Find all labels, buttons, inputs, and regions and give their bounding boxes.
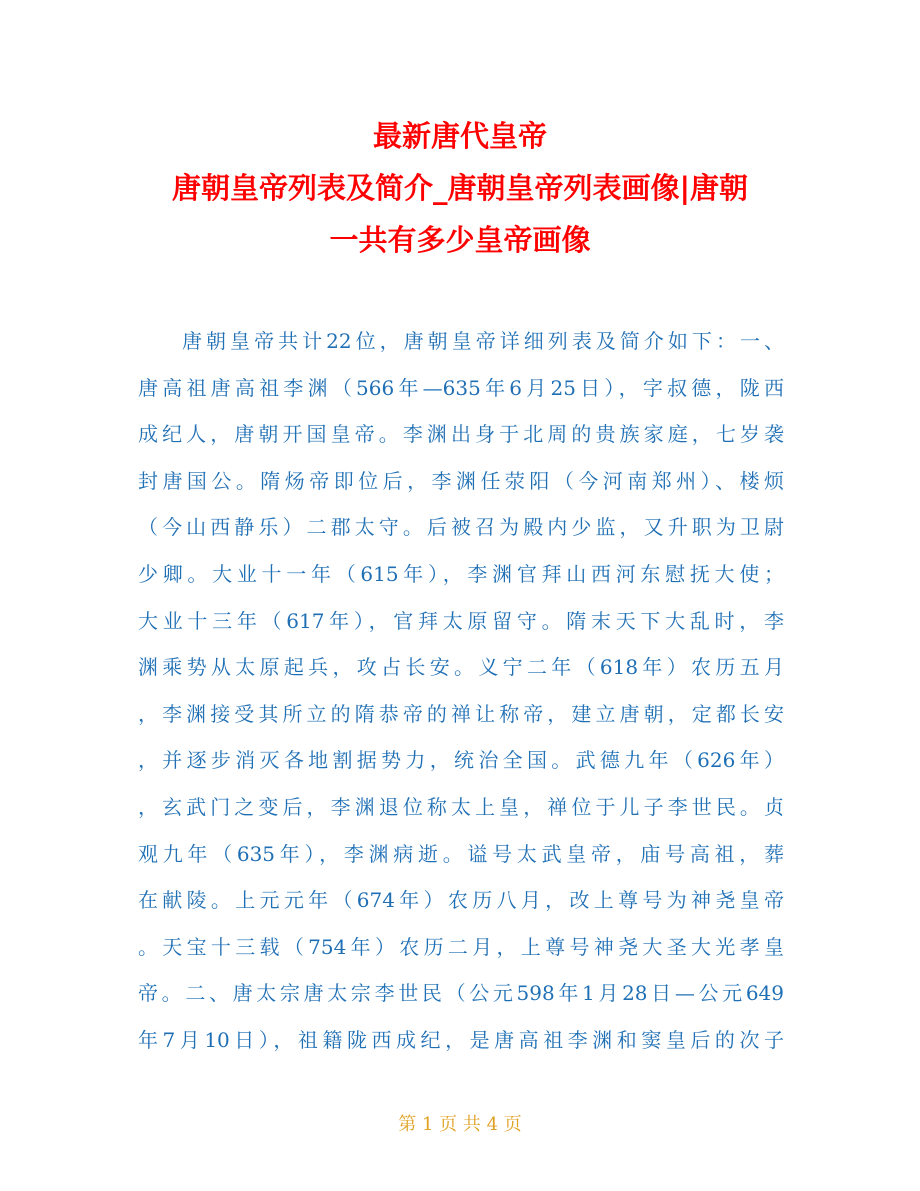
body-line: 观九年（635年），李渊病逝。谥号太武皇帝，庙号高祖，葬 (138, 841, 784, 866)
title-line: 唐朝皇帝列表及简介_唐朝皇帝列表画像|唐朝 (171, 171, 749, 205)
body-line: 唐朝皇帝共计22位，唐朝皇帝详细列表及简介如下：一、 (182, 329, 784, 353)
body-line: ，李渊接受其所立的隋恭帝的禅让称帝，建立唐朝，定都长安 (138, 701, 784, 726)
body-line: 少卿。大业十一年（615年），李渊官拜山西河东慰抚大使； (138, 561, 784, 586)
body-paragraph (138, 318, 784, 1064)
title-line: 最新唐代皇帝 (372, 119, 547, 153)
title-line: 一共有多少皇帝画像 (329, 223, 591, 257)
body-line: 唐高祖唐高祖李渊（566年—635年6月25日），字叔德，陇西 (138, 375, 784, 400)
body-line: 成纪人，唐朝开国皇帝。李渊出身于北周的贵族家庭，七岁袭 (138, 422, 784, 447)
body-line: ，玄武门之变后，李渊退位称太上皇，禅位于儿子李世民。贞 (138, 794, 784, 819)
body-line: ，并逐步消灭各地割据势力，统治全国。武德九年（626年） (138, 748, 784, 773)
body-line: （今山西静乐）二郡太守。后被召为殿内少监，又升职为卫尉 (138, 515, 784, 540)
page-footer: 第 1 页 共 4 页 (398, 1114, 522, 1135)
body-line: 帝。二、唐太宗唐太宗李世民（公元598年1月28日—公元649 (138, 981, 784, 1006)
body-line: 封唐国公。隋炀帝即位后，李渊任荥阳（今河南郑州）、楼烦 (138, 468, 784, 493)
body-line: 大业十三年（617年），官拜太原留守。隋末天下大乱时，李 (138, 608, 784, 633)
body-line: 年7月10日），祖籍陇西成纪，是唐高祖李渊和窦皇后的次子 (138, 1027, 784, 1052)
body-line: 在献陵。上元元年（674年）农历八月，改上尊号为神尧皇帝 (138, 888, 784, 913)
body-line: 渊乘势从太原起兵，攻占长安。义宁二年（618年）农历五月 (138, 655, 784, 680)
document-title (120, 110, 800, 266)
body-line: 。天宝十三载（754年）农历二月，上尊号神尧大圣大光孝皇 (138, 934, 784, 959)
